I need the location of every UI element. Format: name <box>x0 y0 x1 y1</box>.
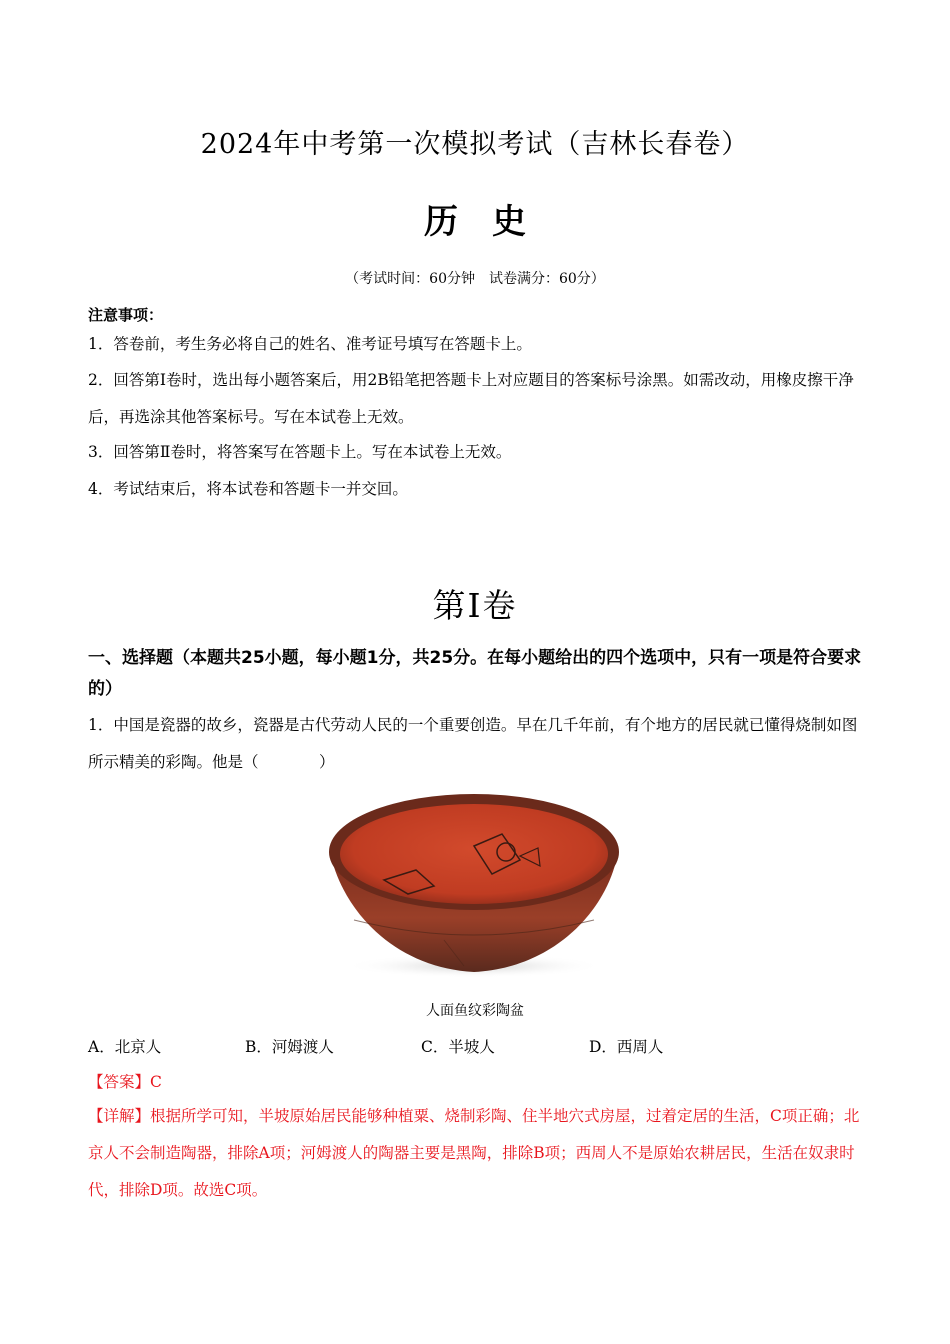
part-heading: 一、选择题（本题共25小题，每小题1分，共25分。在每小题给出的四个选项中，只有一项是符合要求的） <box>88 648 862 699</box>
painted-pottery-basin-image <box>324 790 624 980</box>
option-b: B．河姆渡人 <box>245 1038 334 1056</box>
answer-line <box>88 1070 162 1092</box>
option-c: C．半坡人 <box>421 1038 495 1056</box>
subject-title: 历史 <box>424 202 560 242</box>
question-stem-text: 1．中国是瓷器的故乡，瓷器是古代劳动人民的一个重要创造。早在几千年前，有个地方的居民就已懂得烧制如图所示精美的彩陶。他是（ <box>88 716 858 771</box>
question-1-stem <box>88 707 868 781</box>
answer-blank: ） <box>319 753 335 771</box>
image-caption: 人面鱼纹彩陶盆 <box>426 1003 524 1019</box>
notice-item: 4．考试结束后，将本试卷和答题卡一并交回。 <box>88 480 408 498</box>
notice-item: 1．答卷前，考生务必将自己的姓名、准考证号填写在答题卡上。 <box>88 335 532 353</box>
answer-label: 【答案】 <box>88 1073 151 1091</box>
exam-title: 2024年中考第一次模拟考试（吉林长春卷） <box>200 129 750 160</box>
option-a: A．北京人 <box>88 1038 162 1056</box>
option-d: D．西周人 <box>589 1038 664 1056</box>
notice-heading: 注意事项： <box>88 306 164 324</box>
explanation <box>88 1098 868 1209</box>
notice-item: 2．回答第Ⅰ卷时，选出每小题答案后，用2B铅笔把答题卡上对应题目的答案标号涂黑。如需改动，用橡皮擦干净后，再选涂其他答案标号。写在本试卷上无效。 <box>88 371 854 426</box>
notice-item: 3．回答第Ⅱ卷时，将答案写在答题卡上。写在本试卷上无效。 <box>88 443 512 461</box>
answer-value: C <box>150 1073 162 1091</box>
exam-info: （考试时间：60分钟 试卷满分：60分） <box>345 271 605 287</box>
explanation-label: 【详解】 <box>88 1107 151 1125</box>
section-title: 第Ⅰ卷 <box>432 586 518 625</box>
explanation-text: 根据所学可知，半坡原始居民能够种植粟、烧制彩陶、住半地穴式房屋，过着定居的生活，C项正确；北京人不会制造陶器，排除A项；河姆渡人的陶器主要是黑陶，排除B项；西周人不是原始农耕居民，生活在奴隶时代，排除D项。故选C项。 <box>88 1107 860 1199</box>
